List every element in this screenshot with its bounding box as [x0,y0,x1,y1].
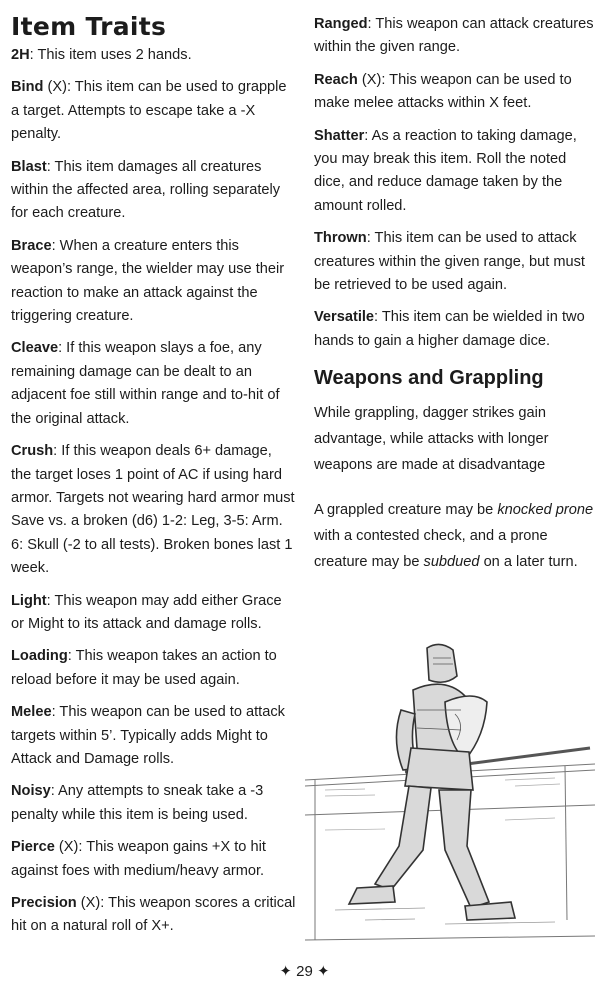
section-heading: Weapons and Grappling [314,367,544,390]
trait-name: Thrown [314,230,367,247]
right-column [314,0,599,594]
trait-entry [11,235,296,329]
page-title: Item Traits [11,12,167,41]
trait-text: : This item can be wielded in two hands to gain a higher damage dice. [314,309,585,349]
trait-text: : This item can be used to attack creatures within the given range, but must be retrieved to be used again. [314,230,585,294]
trait-entry [11,337,296,431]
trait-name: Crush [11,443,54,460]
trait-entry [11,780,296,827]
trait-arg: (X) [76,895,101,911]
trait-text: : Any attempts to sneak take a -3 penalty while this item is being used. [11,783,264,823]
trait-text: : If this weapon slays a foe, any remaining damage can be dealt to an adjacent foe still within range and to-hit of the original attack. [11,340,280,427]
para-text: on a later turn. [479,554,578,571]
section-paragraph [314,497,599,575]
trait-entry [11,836,296,883]
trait-text: : This weapon scores a critical hit on a natural roll of X+. [11,895,296,935]
trait-entry [11,645,296,692]
trait-list-left [11,44,296,939]
trait-text: : This item damages all creatures within the affected area, rolling separately for each creature. [11,158,281,222]
trait-text: : This weapon takes an action to reload before it may be used again. [11,648,277,688]
trait-entry [11,44,296,67]
trait-name: Noisy [11,783,51,800]
trait-name: Pierce [11,839,55,856]
knight-illustration [305,640,595,960]
trait-name: Ranged [314,16,368,32]
trait-name: Melee [11,704,52,721]
trait-entry [314,13,599,60]
trait-entry [11,892,296,939]
para-text: with a contested check, and a prone creature may be [314,528,548,571]
trait-text: : As a reaction to taking damage, you may break this item. Roll the noted dice, and reduce damage taken by the amount rolled. [314,127,577,214]
trait-text: : This weapon can attack creatures within the given range. [314,16,594,56]
trait-text: : This weapon may add either Grace or Might to its attack and damage rolls. [11,592,282,632]
trait-arg: (X) [54,839,79,856]
trait-name: Light [11,592,47,609]
trait-arg: (X) [357,71,382,88]
page-number: ✦ 29 ✦ [279,963,330,980]
trait-entry [11,701,296,771]
trait-name: Bind [11,79,44,96]
trait-name: Shatter [314,127,365,144]
trait-text: : When a creature enters this weapon’s range, the wielder may use their reaction to make an attack against the triggering creature. [11,237,285,325]
trait-name: Brace [11,237,52,254]
trait-arg: (X) [43,79,67,96]
trait-list-right [314,13,599,353]
trait-text: : This item uses 2 hands. [29,47,192,63]
trait-name: Cleave [11,340,59,357]
trait-name: 2H [11,47,30,63]
trait-entry [11,156,296,226]
trait-name: Blast [11,158,47,175]
para-text: A grappled creature may be [314,502,498,519]
trait-name: Reach [314,71,358,88]
trait-entry [11,590,296,637]
trait-entry [314,125,599,219]
trait-entry [314,306,599,353]
trait-entry [11,440,296,580]
trait-name: Precision [11,895,77,911]
section-paragraph: While grappling, dagger strikes gain advantage, while attacks with longer weapons are made at disadvantage [314,405,549,474]
trait-name: Versatile [314,309,375,326]
left-column [11,0,296,948]
trait-entry [314,69,599,116]
trait-text: : This weapon can be used to make melee attacks within X feet. [314,71,572,112]
trait-entry [314,227,599,297]
trait-text: : If this weapon deals 6+ damage, the target loses 1 point of AC if using hard armor. Targets not wearing hard armor must Save vs. a broken (d6) 1-2: Leg, 3-5: Arm. 6: Skull (-2 to all tests). Broken bones last 1 week. [11,443,295,577]
para-emphasis: knocked prone [497,502,594,519]
trait-text: : This item can be used to grapple a target. Attempts to escape take a -X penalty. [11,79,287,143]
para-emphasis: subdued [423,554,480,571]
trait-name: Loading [11,648,68,665]
trait-entry [11,76,296,146]
trait-text: : This weapon can be used to attack targets within 5’. Typically adds Might to Attack and Damage rolls. [11,704,285,767]
trait-text: : This weapon gains +X to hit against foes with medium/heavy armor. [11,839,266,879]
